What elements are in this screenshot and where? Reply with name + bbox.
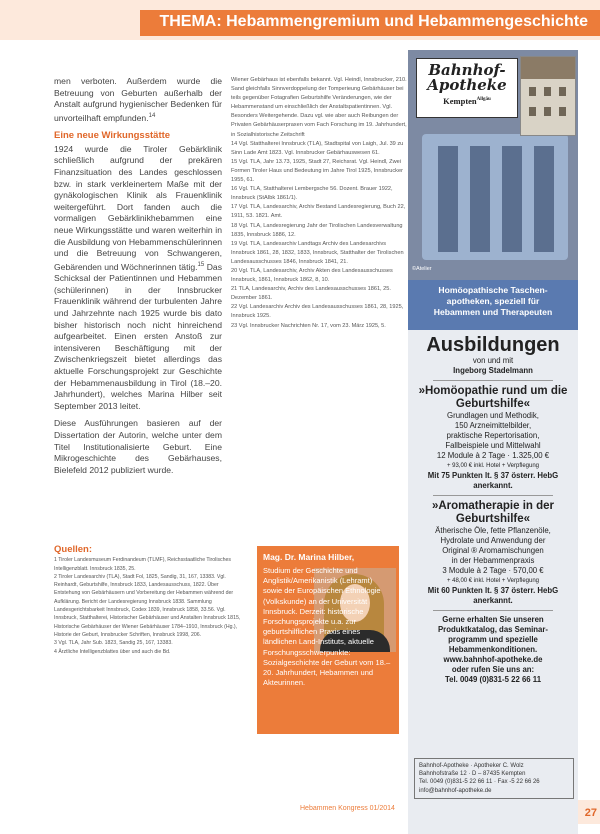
course1-line: praktische Repertorisation, bbox=[446, 431, 540, 440]
section-heading: Eine neue Wirkungsstätte bbox=[54, 130, 171, 142]
contact-line: Bahnhof-Apotheke · Apotheker C. Wolz bbox=[419, 763, 524, 769]
footnote: 19 Vgl. TLA, Landesarchiv Landtags Archiv des Landesarchivs Innsbruck 1861, 28, 1832, 1833, Innsbruck, Statthalter der Tirolischen Landesausschusses 1846, Innsbruck 1841, 21. bbox=[231, 240, 404, 265]
contact-line: Bahnhofstraße 12 · D – 87435 Kempten bbox=[419, 771, 526, 778]
sources-section bbox=[54, 546, 246, 656]
article-column-1 bbox=[54, 76, 222, 482]
logo-line2: Apotheke bbox=[427, 76, 507, 94]
author-name: Mag. Dr. Marina Hilber, bbox=[263, 552, 355, 562]
course2-line: in der Hebammenpraxis bbox=[451, 556, 535, 565]
building-window bbox=[529, 107, 536, 116]
footnote: 15 Vgl. TLA, Jahr 13.73, 1925, Stadt 27, Reichsrat. Vgl. Heindl, Zwei Formen Tiroler Haus und Bedeutung im Jahre Tirol 1925, Innsbrucker 1955, 61. bbox=[231, 158, 403, 184]
source-item: 1 Tiroler Landesmuseum Ferdinandeum (TLMF), Reichsstaatliche Tirolisches Intelligenzblatt. Innsbruck 1835, 25. bbox=[54, 557, 232, 572]
building-window bbox=[544, 87, 551, 96]
divider bbox=[433, 495, 553, 496]
kit-spine bbox=[502, 146, 522, 252]
building-window bbox=[559, 87, 566, 96]
course1-title: »Homöopathie rund um die Geburtshilfe« bbox=[418, 385, 568, 410]
course1-line: Grundlagen und Methodik, bbox=[447, 411, 539, 420]
logo-line1: Bahnhof- bbox=[428, 61, 506, 79]
course2-title: »Aromatherapie in der Geburtshilfe« bbox=[431, 500, 555, 525]
course2-line: Hydrolate und Anwendung der bbox=[440, 536, 546, 545]
blue-line2: apotheken, speziell für bbox=[446, 296, 540, 306]
article-para2 bbox=[54, 144, 222, 413]
source-item: 2 Tiroler Landesarchiv (TLA), Stadt Fol, 1825, Sandig, 31, 167, 13383. Vgl. Reinhardt, Geburtshilfe, Innsbruck 1833, Landesausschuss, 1822. Über Entstehung von Gebärhäusern und Vorbereitung der Hebammen während der Aufklärung. Bericht der Landesregierung Innsbruck 1838. Sammlung Landesgerichtsbarkeit Innsbruck, Codex 1839, Innsbruck 1858, 33.56. Vgl. Innsbruck, Statthalterei, Historischer Gebärhäuser und Anstalten Innsbruck 1815, Historische Gebärhäuser der Wiener Gebärhäuser 1784–1910, Innsbruck (Hg.), Historie der Geburt, Innsbrucker Schriften, Innsbruck 1998, 206. bbox=[54, 573, 241, 638]
kit-spine bbox=[438, 146, 458, 252]
course2-line: Original ® Aromamischungen bbox=[442, 546, 544, 555]
building-window bbox=[544, 107, 551, 116]
photo-credit: ©Atelier bbox=[412, 266, 432, 272]
para1-text: men verboten. Außerdem wurde die Betreuung von Geburten außerhalb der Anstalt aufgrund hygienischer Bedenken für unvorteilhaft empfunden. bbox=[54, 76, 222, 123]
footnote: 17 Vgl. TLA, Landesarchiv, Archiv Bestand Landesregierung, Buch 22, 1911, 53. 1821. Amt. bbox=[231, 204, 406, 220]
article-para1 bbox=[54, 76, 222, 124]
header-title: THEMA: Hebammengremium und Hebammengeschichte bbox=[159, 13, 588, 30]
para2-text: 1924 wurde die Tiroler Gebärklinik schließlich aufgrund der prekären Finanzsituation des Landes geschlossen bzw. in stark verkleinertem Maße mit der gynäkologischen Klinik als Frauenklinik weitergeführt. Dort fanden auch die vormaligen Gebärklinikhebammen eine neue Wirkungsstätte und waren weiterhin in die Ausbildung von Hebammenschülerinnen und die Betreuung von Schwangeren, Gebärenden und Wöchnerinnen tätig. bbox=[54, 143, 222, 272]
course1-line: Fallbeispiele und Mittelwahl bbox=[445, 441, 541, 450]
para1-ref: 14 bbox=[148, 112, 156, 119]
catalog-line: Produktkatalog, das Seminar- bbox=[437, 625, 549, 634]
footnote: 23 Vgl. Innsbrucker Nachrichten Nr. 17, vom 23. März 1925, 5. bbox=[231, 322, 386, 329]
page-number: 27 bbox=[584, 807, 597, 819]
author-bio-text: Studium der Geschichte und Anglistik/Amerikanistik (Lehramt) sowie der Europäischen Ethnologie (Volkskunde) an der Universität Innsbruck. Derzeit: historische Forschungsprojekte u.a. zur geburtshilflichen Praxis eines ländlichen Land-Instituts, aktuelle Forschungsschwerpunkte: Sozialgeschichte der Geburt vom 18.–20. Jahrhundert, Hebammen und Akteurinnen. bbox=[263, 566, 391, 688]
course1-line: + 93,00 € inkl. Hotel + Verpflegung bbox=[446, 463, 540, 469]
ad-phone-intro: oder rufen Sie uns an: bbox=[451, 665, 535, 674]
footnote: 14 Vgl. Statthalterei Innsbruck (TLA), Stadtspital von Laigh, Jul. 39 zu Sinn Lade Amt 1823. Vgl. Innsbrucker Gebärhauswesen 61. bbox=[231, 140, 404, 156]
contact-box bbox=[414, 758, 574, 799]
building-roof bbox=[521, 57, 575, 79]
footnote: 21 TLA, Landesarchiv, Archiv des Landesausschusses 1861, 25. Dezember 1861. bbox=[231, 286, 391, 302]
footnote: Wiener Gebärhaus ist ebenfalls bekannt. Vgl. Heindl, Innsbrucker, 210. Sand gleichfalls Sinnverdoppelung der Tomperieung Gebärhäuser bei teils gegenüber Fotagrafien Geburtshilfe Veränderungen, wie der Hebammenstand um einschließlich der Anstaltspatientinnen. Vgl. Besonders Weitergehende. Dazu vgl. wie aber auch Reibungen der Privaten Gebärhäuserpraxen vom Fach Forschung im 19. Jahrhundert, in Sozialhistorische Zeitschrift bbox=[231, 77, 407, 138]
article-para4: Diese Ausführungen basieren auf der Dissertation der Autorin, welche unter dem Titel Institutionalisierte Geburt. Eine Mikrogeschichte des Gebärhauses, Bielefeld 2012 publiziert wurde. bbox=[54, 418, 222, 475]
catalog-line: programm und spezielle bbox=[448, 635, 538, 644]
building-window bbox=[559, 107, 566, 116]
footnotes-column bbox=[231, 76, 411, 331]
course2-line: 3 Module à 2 Tage · 570,00 € bbox=[442, 566, 544, 575]
building-image bbox=[520, 56, 576, 136]
catalog-line: Gerne erhalten Sie unseren bbox=[442, 615, 544, 624]
course2-line: + 48,00 € inkl. Hotel + Verpflegung bbox=[446, 578, 540, 584]
logo-city: Kempten bbox=[443, 96, 477, 106]
course2-points: Mit 60 Punkten lt. § 37 österr. HebG anerkannt. bbox=[427, 586, 559, 605]
ad-blue-band bbox=[408, 280, 578, 330]
course2-line: Ätherische Öle, fette Pflanzenöle, bbox=[435, 526, 551, 535]
kit-spine bbox=[534, 146, 554, 252]
ad-website[interactable]: www.bahnhof-apotheke.de bbox=[443, 655, 543, 664]
ad-subtitle1: von und mit bbox=[472, 356, 514, 365]
blue-line3: Hebammen und Therapeuten bbox=[433, 307, 553, 317]
course1-points: Mit 75 Punkten lt. § 37 österr. HebG anerkannt. bbox=[427, 471, 559, 490]
course1-line: 12 Module à 2 Tage · 1.325,00 € bbox=[436, 451, 550, 460]
ad-subtitle2: Ingeborg Stadelmann bbox=[453, 366, 533, 375]
page-number-tab bbox=[578, 800, 600, 824]
building-window bbox=[529, 87, 536, 96]
divider bbox=[433, 610, 553, 611]
footnote: 22 Vgl. Landesarchiv Archiv des Landesausschusses 1861, 28, 1925, Innsbruck 1925. bbox=[231, 304, 404, 320]
contact-line: Tel. 0049 (0)831-5 22 66 11 · Fax -5 22 66 26 bbox=[419, 779, 540, 786]
footnote: 16 Vgl. TLA, Statthalterei Lembergsche 56. Dozent. Brauer 1922, Innsbruck (StAIbk 1861/1). bbox=[231, 186, 393, 202]
journal-footer: Hebammen Kongress 01/2014 bbox=[300, 805, 395, 812]
source-item: 3 Vgl. TLA, Jahr Sub. 1823, Sandig 25, 167, 13383. bbox=[54, 640, 173, 647]
logo-region: Allgäu bbox=[476, 97, 491, 103]
pharmacy-logo bbox=[416, 58, 518, 118]
divider bbox=[433, 380, 553, 381]
kit-spine bbox=[470, 146, 490, 252]
logo-line3 bbox=[417, 96, 517, 106]
ad-body bbox=[408, 334, 578, 685]
sources-heading: Quellen: bbox=[54, 544, 93, 555]
footnote: 18 Vgl. TLA, Landesregierung Jahr der Tirolischen Landesverwaltung 1835, Innsbruck 1886, 12. bbox=[231, 222, 403, 238]
ad-phone[interactable]: Tel. 0049 (0)831-5 22 66 11 bbox=[444, 675, 542, 684]
page-header bbox=[0, 0, 600, 40]
para3-text: Das Schicksal der Patientinnen und Hebammen (schülerinnen) in der Innsbrucker Frauenklinik während der turbulenten Jahre und Jahrzehnte nach 1925 wurde bis dato bisher historisch noch nicht hinreichend aufgearbeitet. Einen ersten Anstoß zur intensiveren Beschäftigung mit der Zwischenkriegszeit bietet allerdings das aktuelle Forschungsprojekt zur Geschichte der Hebammenausbildung in Tirol (18.–20. Jahrhundert), welches Marina Hilber seit September 2013 leitet. bbox=[54, 261, 222, 411]
source-item: 4 Ärztliche Intelligenzblattes über und auch die Bd. bbox=[54, 648, 171, 655]
contact-email[interactable]: info@bahnhof-apotheke.de bbox=[419, 787, 492, 794]
catalog-line: Hebammenkonditionen. bbox=[448, 645, 538, 654]
ad-title: Ausbildungen bbox=[426, 334, 560, 356]
blue-line1: Homöopathische Taschen- bbox=[438, 285, 548, 295]
course1-line: 150 Arzneimittelbilder, bbox=[454, 421, 532, 430]
para2-ref: 15 bbox=[197, 261, 205, 268]
footnote: 20 Vgl. TLA, Landesarchiv, Archiv Akten des Landesausschusses Innsbruck, 1861, Innsbruck 1862, 8, 10. bbox=[231, 267, 393, 284]
